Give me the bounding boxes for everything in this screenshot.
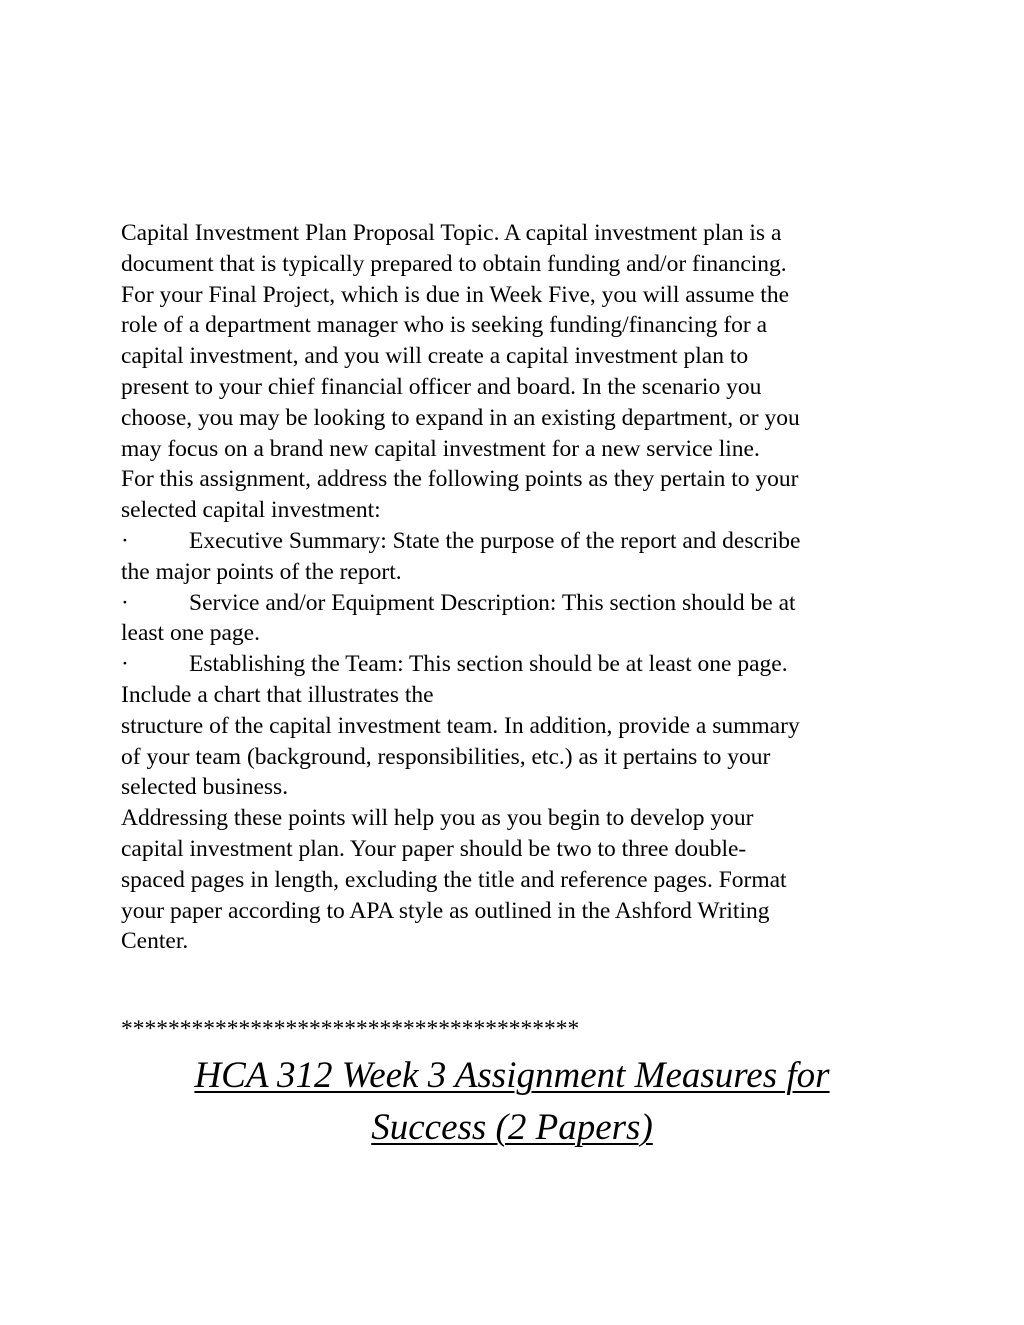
- paragraph-line: selected capital investment:: [121, 497, 381, 524]
- paragraph-line: For this assignment, address the following points as they pertain to your: [121, 466, 799, 493]
- bullet-symbol: ·: [121, 589, 129, 616]
- bullet-item-executive-summary: [121, 526, 911, 557]
- bullet-continuation: least one page.: [121, 620, 260, 647]
- bullet-text: Executive Summary: State the purpose of the report and describe: [189, 527, 801, 554]
- next-assignment-title[interactable]: [121, 1050, 903, 1154]
- paragraph-line: document that is typically prepared to obtain funding and/or financing.: [121, 250, 787, 277]
- bullet-continuation: selected business.: [121, 774, 289, 801]
- closing-line: Addressing these points will help you as you begin to develop your: [121, 805, 754, 832]
- paragraph-line: choose, you may be looking to expand in an existing department, or you: [121, 404, 800, 431]
- closing-line: capital investment plan. Your paper should be two to three double-: [121, 835, 747, 862]
- bullet-continuation: Include a chart that illustrates the: [121, 681, 434, 708]
- paragraph-line: For your Final Project, which is due in Week Five, you will assume the: [121, 281, 789, 308]
- paragraph-line: present to your chief financial officer and board. In the scenario you: [121, 373, 762, 400]
- title-line: [121, 1102, 903, 1154]
- asterisk-separator: ***************************************: [121, 1016, 580, 1042]
- document-body: [121, 218, 911, 957]
- bullet-continuation: the major points of the report.: [121, 558, 402, 585]
- title-line: [121, 1050, 903, 1102]
- bullet-continuation: structure of the capital investment team. In addition, provide a summary: [121, 712, 800, 739]
- title-link-text[interactable]: HCA 312 Week 3 Assignment Measures for: [194, 1055, 830, 1096]
- bullet-item-establishing-team: [121, 649, 911, 680]
- bullet-text: Establishing the Team: This section should be at least one page.: [189, 651, 788, 678]
- paragraph-line: may focus on a brand new capital investment for a new service line.: [121, 435, 760, 462]
- closing-line: Center.: [121, 928, 189, 955]
- bullet-symbol: ·: [121, 527, 129, 554]
- closing-line: spaced pages in length, excluding the title and reference pages. Format: [121, 866, 787, 893]
- bullet-item-service-description: [121, 588, 911, 619]
- paragraph-line: Capital Investment Plan Proposal Topic. A capital investment plan is a: [121, 220, 782, 246]
- paragraph-line: role of a department manager who is seeking funding/financing for a: [121, 312, 768, 339]
- title-link-text[interactable]: Success (2 Papers): [371, 1107, 653, 1148]
- closing-line: your paper according to APA style as outlined in the Ashford Writing: [121, 897, 770, 924]
- bullet-text: Service and/or Equipment Description: This section should be at: [189, 589, 796, 616]
- paragraph-line: capital investment, and you will create a capital investment plan to: [121, 343, 749, 370]
- bullet-continuation: of your team (background, responsibilities, etc.) as it pertains to your: [121, 743, 771, 770]
- bullet-symbol: ·: [121, 651, 129, 678]
